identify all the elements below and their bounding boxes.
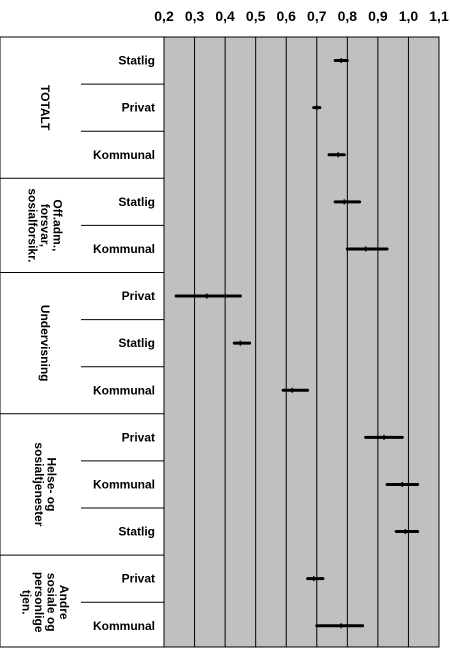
group-label-line: tjen.: [19, 589, 34, 615]
category-label: Statlig: [118, 524, 155, 539]
category-label: Statlig: [118, 194, 155, 209]
category-label: Statlig: [118, 336, 155, 351]
x-tick-label: 0,5: [245, 8, 266, 24]
x-tick-label: 1,0: [398, 8, 419, 24]
group-label-line: sosiale og: [44, 572, 59, 632]
x-tick-label: 0,7: [307, 8, 327, 24]
category-label: Statlig: [118, 53, 155, 68]
group-label-line: forsvar,: [38, 203, 52, 248]
category-label: Privat: [121, 430, 155, 445]
x-tick-label: 0,6: [276, 8, 296, 24]
category-label: Kommunal: [92, 383, 155, 398]
category-label: Kommunal: [92, 147, 155, 162]
category-label: Kommunal: [92, 477, 155, 492]
x-tick-label: 1,1: [429, 8, 449, 24]
group-label-line: Undervisning: [38, 304, 52, 382]
x-tick-label: 0,4: [215, 8, 235, 24]
group-label-line: Helse- og: [44, 457, 59, 512]
category-label: Privat: [121, 289, 155, 304]
x-tick-label: 0,9: [368, 8, 388, 24]
group-label: [38, 85, 52, 131]
category-label: Kommunal: [92, 618, 155, 633]
plot-area: [164, 37, 439, 647]
category-label: Privat: [121, 571, 155, 586]
category-label: Privat: [121, 100, 155, 115]
group-label-line: personlige: [31, 571, 46, 633]
category-label: Kommunal: [92, 241, 155, 256]
x-tick-label: 0,8: [337, 8, 358, 24]
x-tick-label: 0,3: [184, 8, 205, 24]
group-label: [38, 305, 52, 382]
group-label-line: sosialforsikr.: [25, 188, 40, 263]
group-label-line: Andre: [56, 584, 71, 620]
group-label-line: TOTALT: [38, 84, 52, 131]
x-tick-label: 0,2: [154, 8, 174, 24]
group-label-line: Off.adm.,: [50, 199, 65, 252]
group-label-line: sosialtjenester: [31, 442, 46, 527]
